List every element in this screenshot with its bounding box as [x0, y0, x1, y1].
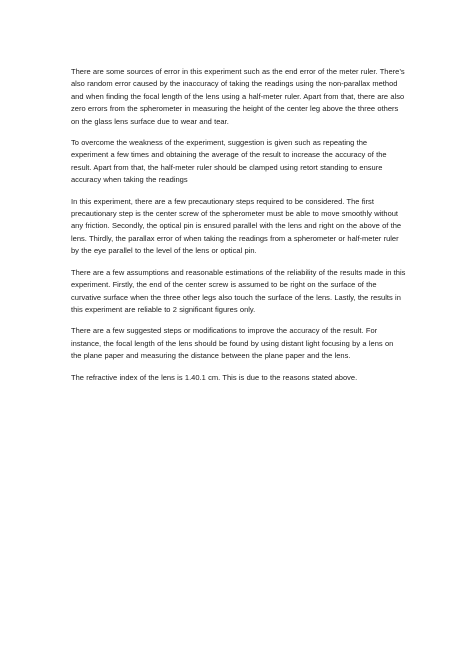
paragraph-assumptions: There are a few assumptions and reasonable estimations of the reliability of the results made in this experiment. Firstly, the end of the center screw is assumed to be right on the surface of the curvative surface when the three other legs also touch the surface of the lens. Lastly, the results in this experiment are reliable to 2 significant figures only.	[71, 267, 406, 314]
paragraph-sources-of-error: There are some sources of error in this experiment such as the end error of the meter ruler. There’s also random error caused by the inaccuracy of taking the readings using the non-parallax method and when finding the focal length of the lens using a half-meter ruler. Apart from that, there are also zero errors from the spherometer in measuring the height of the center leg above the three others on the glass lens surface due to wear and tear.	[71, 67, 405, 126]
paragraph-refractive-index: The refractive index of the lens is 1.40.1 cm. This is due to the reasons stated above.	[71, 372, 358, 382]
document-page	[71, 66, 406, 393]
paragraph-precautionary-steps: In this experiment, there are a few precautionary steps required to be considered. The first precautionary step is the center screw of the spherometer must be able to move smoothly without any friction. Secondly, the optical pin is ensured parallel with the lens and right on the above of the lens. Thirdly, the parallax error of when taking the readings from a spherometer or half-meter ruler by the eye parallel to the level of the lens or optical pin.	[71, 196, 402, 256]
paragraph-weakness-suggestions: To overcome the weakness of the experiment, suggestion is given such as repeating the experiment a few times and obtaining the average of the result to increase the accuracy of the result. Apart from that, the half-meter ruler should be clamped using retort standing to ensure accuracy when taking the readings	[71, 138, 387, 185]
paragraph-modifications: There are a few suggested steps or modifications to improve the accuracy of the result. For instance, the focal length of the lens should be found by using distant light focusing by a lens on the plane paper and measuring the distance between the plane paper and the lens.	[71, 326, 394, 361]
